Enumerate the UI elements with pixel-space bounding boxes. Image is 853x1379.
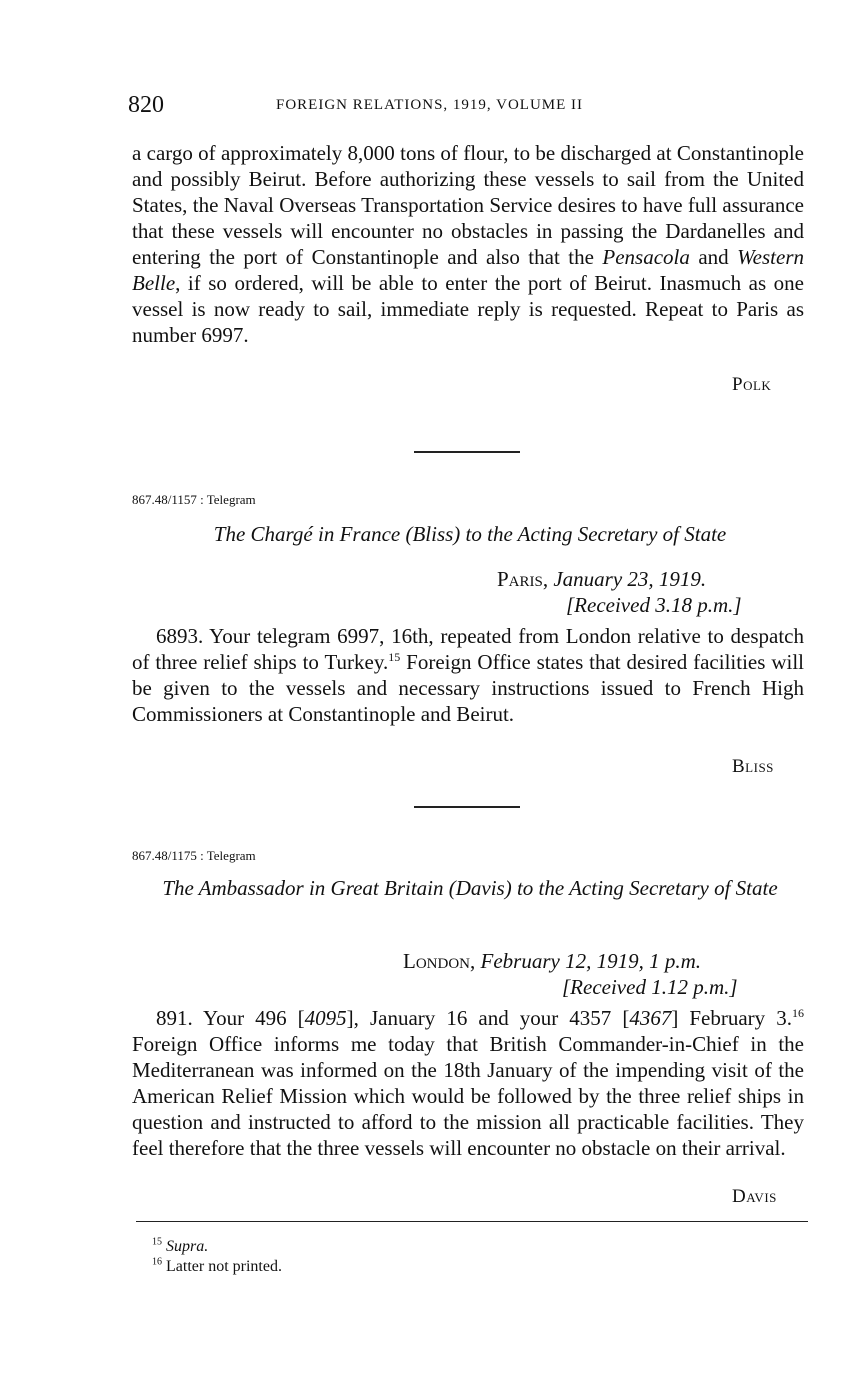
paragraph-text: , if so ordered, will be able to enter the port of Beirut. Inasmuch as one vessel is now ready to sail, immediate reply is requested. Repeat to Paris as number 6997. [132, 271, 804, 347]
paragraph-text: ], January 16 and your 4357 [ [346, 1006, 630, 1030]
footnote [152, 1257, 282, 1277]
paragraph-text: 891. Your 496 [ [156, 1006, 305, 1030]
paragraph-text: a cargo of approximately 8,000 tons of flour, to be discharged at Constantinople and possibly Beirut. Before authorizing these vessels to sail from the United States, the Naval Overseas Transportation Service desires to have full assurance that these vessels will encounter no obstacles in passing the Dardanelles and entering the port of Constantinople and also that the [132, 141, 804, 269]
paragraph-text: 6893. Your telegram 6997, 16th, repeated from London relative to despatch of three relief ships to Turkey. [132, 624, 804, 674]
received-line: [Received 3.18 p.m.] [566, 593, 742, 617]
footnote [152, 1237, 282, 1257]
telegram-body [132, 623, 804, 727]
paragraph-text: ] February 3. [671, 1006, 792, 1030]
footnote-divider [136, 1221, 808, 1222]
running-head: FOREIGN RELATIONS, 1919, VOLUME II [276, 97, 584, 113]
page-number: 820 [128, 92, 164, 118]
dateline-date: February 12, 1919, 1 p.m. [480, 949, 701, 973]
document-title: The Chargé in France (Bliss) to the Acting Secretary of State [213, 522, 727, 546]
telegram-number: 4095 [304, 1006, 347, 1030]
section-divider [414, 806, 520, 808]
ship-name: Western Belle [132, 245, 804, 295]
signature: Davis [732, 1186, 777, 1207]
paragraph-text: Foreign Office states that desired facilities will be given to the vessels and necessary instructions issued to French High Commissioners at Constantinople and Beirut. [132, 650, 804, 726]
received-line: [Received 1.12 p.m.] [562, 975, 738, 999]
continuation-paragraph [132, 140, 804, 348]
footnotes [152, 1237, 282, 1277]
page-header [128, 92, 808, 122]
file-reference: 867.48/1175 : Telegram [132, 848, 256, 863]
ship-name: Pensacola [602, 245, 690, 269]
document-title: The Ambassador in Great Britain (Davis) to the Acting Secretary of State [162, 876, 778, 900]
dateline [497, 567, 706, 592]
signature: Polk [732, 374, 772, 395]
telegram-number: 4367 [629, 1006, 672, 1030]
telegram-body [132, 1005, 804, 1161]
signature: Bliss [732, 756, 774, 777]
section-divider [414, 451, 520, 453]
footnote-text: Supra. [166, 1238, 209, 1255]
footnote-mark: 16 [152, 1256, 162, 1268]
dateline-place: Paris, [497, 567, 549, 591]
file-reference: 867.48/1157 : Telegram [132, 492, 256, 507]
dateline-place: London, [403, 949, 476, 973]
paragraph-text: Foreign Office informs me today that British Commander-in-Chief in the Mediterranean was informed on the 18th January of the impending visit of the American Relief Mission which would be followed by the three relief ships in question and instructed to afford to the mission all practicable facilities. They feel therefore that the three vessels will encounter no obstacle on their arrival. [132, 1032, 804, 1160]
paragraph-text: and [689, 245, 738, 269]
dateline-date: January 23, 1919. [553, 567, 707, 591]
footnote-text: Latter not printed. [166, 1258, 282, 1275]
footnote-reference: 16 [791, 1006, 804, 1020]
dateline [403, 949, 701, 974]
footnote-reference: 15 [388, 650, 401, 664]
footnote-mark: 15 [152, 1236, 162, 1248]
